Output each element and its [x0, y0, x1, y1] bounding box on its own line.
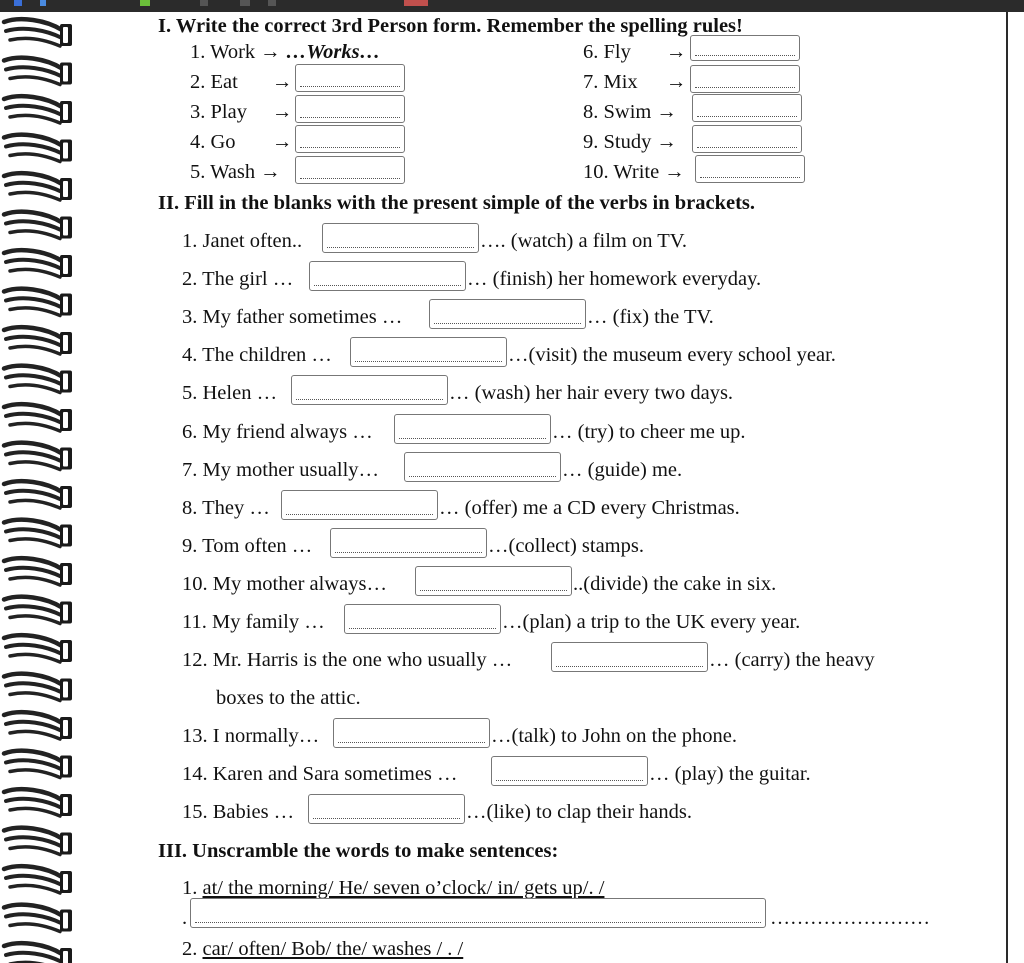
- spiral-ring: [4, 212, 72, 239]
- ex1-answer-box-2[interactable]: [295, 64, 405, 92]
- ex2-answer-box-13[interactable]: [333, 718, 490, 748]
- ex2-answer-box-1[interactable]: [322, 223, 479, 253]
- spiral-binding: [0, 12, 80, 963]
- spiral-ring: [4, 674, 72, 701]
- ex2-item-6-prefix: 6. My friend always …: [182, 421, 373, 443]
- ex2-item-7-suffix: … (guide) me.: [562, 459, 683, 481]
- ex1-answer-box-8[interactable]: [692, 94, 802, 122]
- spiral-ring: [4, 366, 72, 393]
- ex2-item-10-prefix: 10. My mother always…: [182, 573, 387, 595]
- ex1-item-2-arrow: →: [272, 71, 293, 93]
- spiral-ring: [4, 443, 72, 470]
- ex3-trailing-dots: ……………………: [770, 907, 930, 929]
- spiral-ring: [4, 135, 72, 162]
- ex2-item-5-prefix: 5. Helen …: [182, 382, 278, 404]
- ex2-item-4-suffix: …(visit) the museum every school year.: [508, 344, 836, 366]
- toolbar-icon: [14, 0, 22, 6]
- ex2-item-4-prefix: 4. The children …: [182, 344, 332, 366]
- ex2-item-1-prefix: 1. Janet often..: [182, 230, 303, 252]
- ex1-item-9-label: 9. Study →: [583, 131, 677, 153]
- toolbar-icon: [200, 0, 208, 6]
- spiral-ring: [4, 828, 72, 855]
- spiral-ring: [4, 173, 72, 200]
- ex1-item-7-label: 7. Mix: [583, 71, 638, 93]
- ex1-example-answer: …Works…: [285, 41, 381, 63]
- top-toolbar-strip: [0, 0, 1024, 12]
- spiral-ring: [4, 712, 72, 739]
- ex2-item-12-continuation: boxes to the attic.: [216, 687, 361, 709]
- ex2-answer-box-12[interactable]: [551, 642, 708, 672]
- ex1-item-4-label: 4. Go: [190, 131, 236, 153]
- ex2-item-13-prefix: 13. I normally…: [182, 725, 320, 747]
- page-right-border: [1006, 12, 1008, 963]
- ex2-item-3-suffix: … (fix) the TV.: [587, 306, 714, 328]
- spiral-ring: [4, 789, 72, 816]
- spiral-ring: [4, 751, 72, 778]
- ex2-item-12-prefix: 12. Mr. Harris is the one who usually …: [182, 649, 513, 671]
- ex2-answer-box-7[interactable]: [404, 452, 561, 482]
- toolbar-icon: [268, 0, 276, 6]
- ex1-item-label: 1. Work →: [190, 41, 281, 63]
- ex1-item-5-label: 5. Wash →: [190, 161, 281, 183]
- toolbar-icon: [40, 0, 46, 6]
- ex2-item-3-prefix: 3. My father sometimes …: [182, 306, 403, 328]
- section2-heading: II. Fill in the blanks with the present simple of the verbs in brackets.: [158, 192, 756, 214]
- ex1-item-3-arrow: →: [272, 101, 293, 123]
- ex1-item-3-label: 3. Play: [190, 101, 247, 123]
- ex2-answer-box-10[interactable]: [415, 566, 572, 596]
- spiral-ring: [4, 481, 72, 508]
- ex1-answer-box-3[interactable]: [295, 95, 405, 123]
- ex3-item-number: 2.: [182, 938, 198, 960]
- ex2-answer-box-8[interactable]: [281, 490, 438, 520]
- ex2-answer-box-4[interactable]: [350, 337, 507, 367]
- ex1-answer-box-6[interactable]: [690, 35, 800, 61]
- ex2-item-5-suffix: … (wash) her hair every two days.: [449, 382, 734, 404]
- spiral-ring: [4, 905, 72, 932]
- section1-heading: I. Write the correct 3rd Person form. Remember the spelling rules!: [158, 15, 743, 37]
- ex1-answer-box-5[interactable]: [295, 156, 405, 184]
- section3-heading: III. Unscramble the words to make sentences:: [158, 840, 559, 862]
- ex1-answer-box-4[interactable]: [295, 125, 405, 153]
- ex1-answer-box-7[interactable]: [690, 65, 800, 93]
- ex2-item-8-prefix: 8. They …: [182, 497, 270, 519]
- toolbar-icon: [404, 0, 428, 6]
- spiral-ring: [4, 96, 72, 123]
- ex2-answer-box-15[interactable]: [308, 794, 465, 824]
- ex1-answer-box-9[interactable]: [692, 125, 802, 153]
- ex2-item-9-prefix: 9. Tom often …: [182, 535, 313, 557]
- toolbar-icon: [140, 0, 150, 6]
- ex2-item-9-suffix: …(collect) stamps.: [488, 535, 644, 557]
- spiral-ring: [4, 635, 72, 662]
- spiral-ring: [4, 289, 72, 316]
- ex1-item-8-label: 8. Swim →: [583, 101, 677, 123]
- ex2-item-14-prefix: 14. Karen and Sara sometimes …: [182, 763, 458, 785]
- ex2-item-13-suffix: …(talk) to John on the phone.: [491, 725, 737, 747]
- ex3-item-words: car/ often/ Bob/ the/ washes / . /: [202, 938, 464, 960]
- spiral-ring: [4, 58, 72, 85]
- spiral-ring: [4, 404, 72, 431]
- ex2-answer-box-5[interactable]: [291, 375, 448, 405]
- spiral-ring: [4, 250, 72, 277]
- ex2-item-11-suffix: …(plan) a trip to the UK every year.: [502, 611, 801, 633]
- spiral-ring: [4, 520, 72, 547]
- spiral-ring: [4, 597, 72, 624]
- ex2-item-1-suffix: …. (watch) a film on TV.: [480, 230, 688, 252]
- ex1-item-7-arrow: →: [666, 71, 687, 93]
- ex1-item-2-label: 2. Eat: [190, 71, 238, 93]
- ex2-item-14-suffix: … (play) the guitar.: [649, 763, 811, 785]
- ex2-answer-box-14[interactable]: [491, 756, 648, 786]
- ex2-item-15-suffix: …(like) to clap their hands.: [466, 801, 693, 823]
- ex2-answer-box-9[interactable]: [330, 528, 487, 558]
- ex3-lead-dot: .: [182, 907, 188, 929]
- ex3-item-2: [182, 937, 463, 961]
- ex2-item-12-suffix: … (carry) the heavy: [709, 649, 875, 671]
- ex2-item-15-prefix: 15. Babies …: [182, 801, 295, 823]
- ex2-item-2-suffix: … (finish) her homework everyday.: [467, 268, 762, 290]
- ex3-item-1: [182, 876, 604, 900]
- spiral-ring: [4, 943, 72, 963]
- spiral-ring: [4, 19, 72, 46]
- ex1-item-4-arrow: →: [272, 131, 293, 153]
- ex2-answer-box-11[interactable]: [344, 604, 501, 634]
- ex1-item-6-label: 6. Fly: [583, 41, 631, 63]
- ex2-item-10-suffix: ..(divide) the cake in six.: [573, 573, 777, 595]
- spiral-ring: [4, 327, 72, 354]
- ex1-item-6-arrow: →: [666, 41, 687, 63]
- ex1-item-1: [190, 40, 380, 64]
- ex2-item-6-suffix: … (try) to cheer me up.: [552, 421, 746, 443]
- ex1-item-10-label: 10. Write →: [583, 161, 685, 183]
- ex2-item-7-prefix: 7. My mother usually…: [182, 459, 380, 481]
- ex2-answer-box-3[interactable]: [429, 299, 586, 329]
- ex2-answer-box-2[interactable]: [309, 261, 466, 291]
- ex3-item-words: at/ the morning/ He/ seven o’clock/ in/ gets up/. /: [202, 877, 605, 899]
- ex1-answer-box-10[interactable]: [695, 155, 805, 183]
- spiral-ring: [4, 866, 72, 893]
- ex2-answer-box-6[interactable]: [394, 414, 551, 444]
- spiral-ring: [4, 558, 72, 585]
- toolbar-icon: [240, 0, 250, 6]
- ex2-item-8-suffix: … (offer) me a CD every Christmas.: [439, 497, 740, 519]
- ex2-item-11-prefix: 11. My family …: [182, 611, 325, 633]
- ex2-item-2-prefix: 2. The girl …: [182, 268, 294, 290]
- ex3-item-number: 1.: [182, 877, 198, 899]
- ex3-answer-box-1[interactable]: [190, 898, 766, 928]
